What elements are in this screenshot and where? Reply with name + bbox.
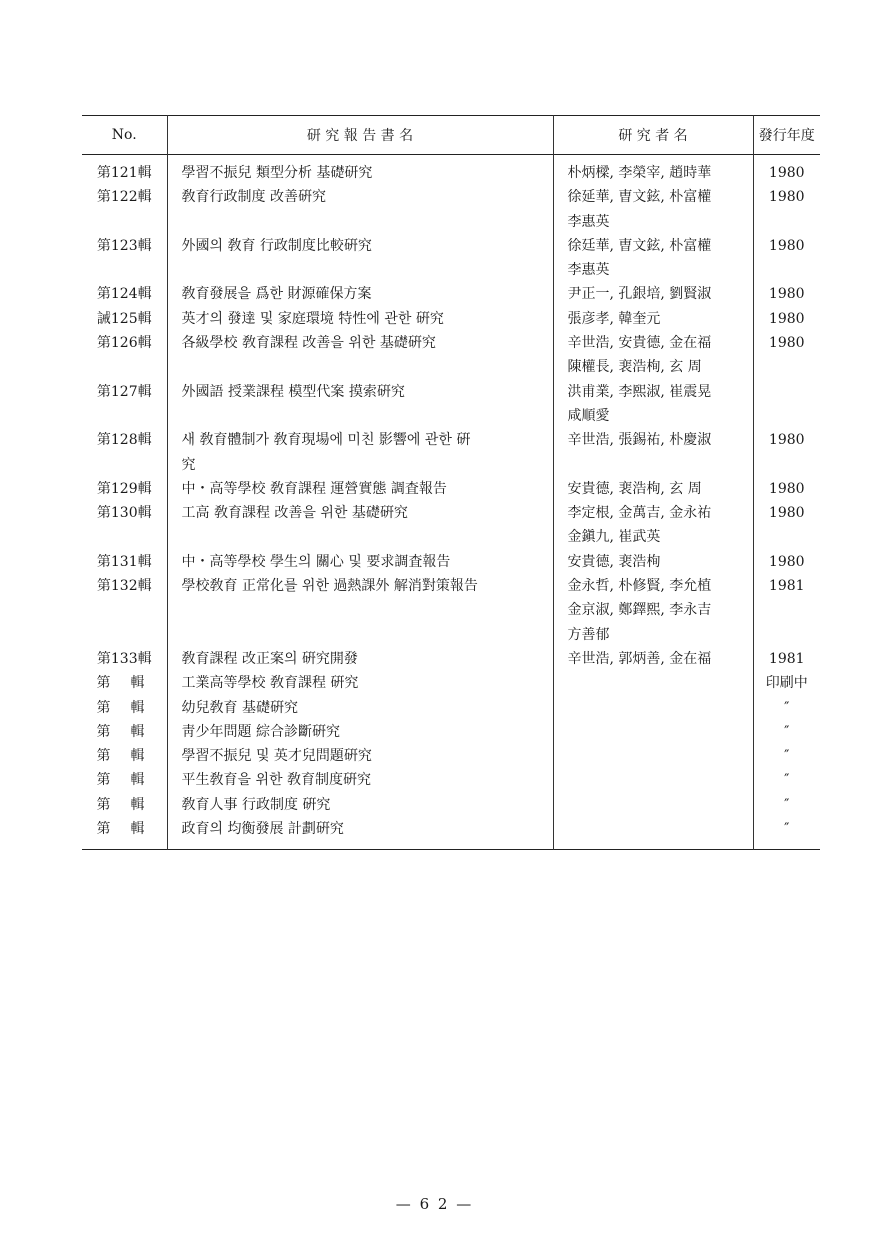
report-authors-line: 辛世浩, 張錫祐, 朴慶淑 (567, 432, 712, 449)
report-authors-line: 咸順愛 (567, 407, 610, 424)
report-title (167, 793, 553, 817)
report-authors (553, 428, 753, 477)
table-row (82, 696, 820, 720)
report-authors-line: 陳權長, 裵浩栒, 玄 周 (567, 359, 702, 376)
report-authors (553, 768, 753, 792)
report-authors (553, 331, 753, 380)
report-title (167, 768, 553, 792)
table-row (82, 550, 820, 574)
publication-year: 印刷中 (765, 675, 808, 692)
report-title (167, 696, 553, 720)
report-title-line: 學習不振兒 類型分析 基礎研究 (181, 165, 373, 181)
report-authors-line: 安貴德, 裵浩栒 (567, 553, 661, 570)
table-row (82, 282, 820, 306)
report-title (167, 282, 553, 306)
report-title-line: 敎育課程 改正案의 硏究開發 (181, 650, 358, 667)
table-row (82, 234, 820, 283)
report-title-line: 工業高等學校 敎育課程 硏究 (181, 675, 359, 692)
report-title (167, 307, 553, 331)
report-title (167, 574, 553, 647)
volume-number: 第129輯 (82, 477, 167, 501)
table-row (82, 817, 820, 850)
publication-year: 1981 (768, 650, 805, 667)
report-title-line: 工高 敎育課程 改善을 위한 基礎硏究 (181, 505, 408, 522)
report-title (167, 331, 553, 380)
report-title-line: 幼兒敎育 基礎硏究 (181, 699, 298, 716)
publication-year: ″ (784, 723, 790, 740)
report-authors-line: 李定根, 金萬吉, 金永祐 (567, 505, 712, 522)
report-authors-line (568, 793, 747, 817)
report-authors (553, 282, 753, 306)
table-row (82, 720, 820, 744)
publication-year: 1980 (768, 237, 805, 254)
publication-year: 1980 (768, 286, 805, 303)
report-authors (553, 671, 753, 695)
report-title-line: 外國의 敎育 行政制度比較硏究 (181, 237, 372, 254)
report-title (167, 550, 553, 574)
publication-year: 1980 (768, 165, 805, 181)
table-row (82, 744, 820, 768)
report-authors-line: 洪甫業, 李熙淑, 崔震晃 (567, 383, 712, 400)
report-authors (553, 155, 753, 186)
publication-year: 1980 (768, 553, 805, 570)
table-row (82, 428, 820, 477)
table-row (82, 307, 820, 331)
report-authors-line: 金鎭九, 崔武英 (567, 529, 661, 546)
report-authors (553, 234, 753, 283)
report-authors-line (568, 768, 747, 792)
publication-year: 1980 (768, 335, 805, 352)
publication-year: ″ (784, 699, 790, 716)
volume-number: 第123輯 (82, 234, 167, 283)
report-title-line: 外國語 授業課程 模型代案 摸索硏究 (181, 383, 405, 400)
table-row (82, 477, 820, 501)
volume-number: 第 輯 (82, 696, 167, 720)
report-title (167, 671, 553, 695)
report-authors-line: 金永哲, 朴修賢, 李允植 (567, 578, 712, 595)
header-no: No. (82, 116, 167, 155)
report-authors (553, 793, 753, 817)
volume-number: 第 輯 (82, 720, 167, 744)
report-title (167, 501, 553, 550)
report-authors-line: 李惠英 (567, 262, 610, 279)
publication-year: 1980 (768, 310, 805, 327)
report-authors-line: 徐延華, 曺文鉉, 朴富權 (567, 189, 712, 206)
report-authors-line (568, 720, 747, 744)
publication-year: 1980 (768, 505, 805, 522)
table-row (82, 380, 820, 429)
volume-number: 第126輯 (82, 331, 167, 380)
volume-number: 第124輯 (82, 282, 167, 306)
report-title-line: 各級學校 敎育課程 改善을 위한 基礎硏究 (181, 335, 436, 352)
volume-number: 第130輯 (82, 501, 167, 550)
volume-number: 第 輯 (82, 768, 167, 792)
report-title (167, 155, 553, 186)
report-authors (553, 574, 753, 647)
report-authors-line: 金京淑, 鄭鐸熙, 李永吉 (567, 602, 712, 619)
table-row (82, 155, 820, 186)
report-authors (553, 550, 753, 574)
report-title-line: 中・高等學校 敎育課程 運營實態 調査報告 (181, 480, 447, 497)
report-title-line: 英才의 發達 및 家庭環境 特性에 관한 硏究 (181, 310, 444, 327)
report-authors-line: 李惠英 (567, 213, 610, 230)
report-title (167, 817, 553, 850)
publication-year: 1980 (768, 189, 805, 206)
table-row (82, 671, 820, 695)
report-authors (553, 744, 753, 768)
page-number: — 6 2 — (395, 1195, 474, 1213)
volume-number: 第121輯 (82, 155, 167, 186)
table-row (82, 501, 820, 550)
volume-number: 第 輯 (82, 793, 167, 817)
report-title-line: 靑少年問題 綜合診斷硏究 (181, 723, 340, 740)
report-authors (553, 380, 753, 429)
report-authors-line: 徐廷華, 曺文鉉, 朴富權 (567, 237, 712, 254)
report-title (167, 185, 553, 234)
report-authors-line: 張彦孝, 韓奎元 (567, 310, 661, 327)
publication-year: ″ (784, 772, 790, 789)
report-title-line: 平生敎育을 위한 敎育制度硏究 (181, 772, 371, 789)
report-authors-line: 方善郁 (567, 626, 610, 643)
volume-number: 第128輯 (82, 428, 167, 477)
table-row (82, 793, 820, 817)
report-authors (553, 185, 753, 234)
report-authors (553, 647, 753, 671)
volume-number: 第132輯 (82, 574, 167, 647)
report-authors-line: 朴炳樑, 李榮宰, 趙時華 (567, 165, 712, 181)
report-authors-line: 尹正一, 孔銀培, 劉賢淑 (567, 286, 712, 303)
report-authors (553, 720, 753, 744)
header-title: 研 究 報 告 書 名 (167, 116, 553, 155)
volume-number: 第127輯 (82, 380, 167, 429)
report-title (167, 428, 553, 477)
report-title-line: 學習不振兒 및 英才兒問題硏究 (181, 748, 372, 765)
report-title (167, 477, 553, 501)
publication-year: 1980 (768, 480, 805, 497)
report-authors-line: 辛世浩, 郭炳善, 金在福 (567, 650, 712, 667)
report-authors-line (568, 744, 747, 768)
research-report-table (82, 115, 820, 850)
report-authors-line: 安貴德, 裵浩栒, 玄 周 (567, 480, 702, 497)
volume-number: 第 輯 (82, 817, 167, 850)
report-authors (553, 696, 753, 720)
report-title-line: 새 敎育體制가 敎育現場에 미친 影響에 관한 硏 (181, 432, 471, 449)
volume-number: 誡125輯 (82, 307, 167, 331)
report-title-line: 中・高等學校 學生의 關心 및 要求調査報告 (181, 553, 451, 570)
table-body (82, 155, 820, 850)
publication-year: ″ (784, 748, 790, 765)
volume-number: 第 輯 (82, 671, 167, 695)
report-authors-line: 辛世浩, 安貴德, 金在福 (567, 335, 712, 352)
publication-year (753, 380, 820, 429)
report-title (167, 744, 553, 768)
report-authors (553, 817, 753, 850)
report-title (167, 234, 553, 283)
header-year: 發行年度 (758, 128, 815, 144)
publication-year: 1980 (768, 432, 805, 449)
report-title (167, 647, 553, 671)
table-header-row (82, 116, 820, 155)
table-row (82, 574, 820, 647)
report-title-line: 敎育行政制度 改善硏究 (181, 189, 326, 206)
volume-number: 第131輯 (82, 550, 167, 574)
report-title-line: 政育의 均衡發展 計劃硏究 (181, 821, 344, 838)
report-authors-line (568, 817, 747, 841)
report-authors (553, 501, 753, 550)
header-authors: 研 究 者 名 (553, 116, 753, 155)
publication-year: ″ (784, 796, 790, 813)
report-authors-line (568, 696, 747, 720)
report-authors-line (568, 671, 747, 695)
report-title-line: 究 (181, 456, 196, 473)
volume-number: 第122輯 (82, 185, 167, 234)
report-title (167, 720, 553, 744)
report-title-line: 學校敎育 正常化를 위한 過熱課外 解消對策報告 (181, 578, 478, 595)
report-title (167, 380, 553, 429)
publication-year: ″ (784, 821, 790, 838)
report-authors (553, 307, 753, 331)
report-title-line: 敎育發展을 爲한 財源確保方案 (181, 286, 372, 303)
report-title-line: 敎育人事 行政制度 硏究 (181, 796, 331, 813)
table-row (82, 185, 820, 234)
publication-year: 1981 (768, 578, 805, 595)
report-authors (553, 477, 753, 501)
volume-number: 第133輯 (82, 647, 167, 671)
table-row (82, 331, 820, 380)
table-row (82, 647, 820, 671)
table-row (82, 768, 820, 792)
volume-number: 第 輯 (82, 744, 167, 768)
